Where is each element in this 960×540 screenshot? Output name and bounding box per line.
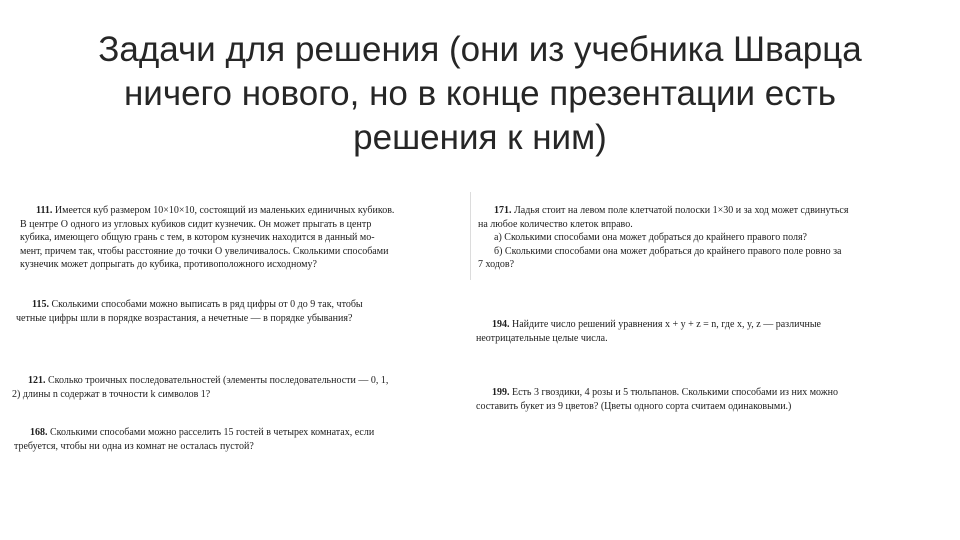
slide-title <box>60 28 900 160</box>
problem-199 <box>476 386 946 413</box>
problem-199-line-1 <box>476 386 946 400</box>
problem-111-line-3: кубика, имеющего общую грань с тем, в котором кузнечик находится в данный мо- <box>20 232 375 244</box>
problem-111-line-4: мент, причем так, чтобы расстояние до точки О увеличивалось. Сколькими способами <box>20 245 389 257</box>
problem-115-number: 115. <box>32 299 49 310</box>
problem-199-line-2: составить букет из 9 цветов? (Цветы одного сорта считаем одинаковыми.) <box>476 400 792 412</box>
problem-121-number: 121. <box>28 375 46 386</box>
problem-115-line-1 <box>16 298 464 312</box>
problem-194 <box>476 318 946 345</box>
slide-title-line-3: решения к ним) <box>353 118 607 157</box>
problem-199-text-1: Есть 3 гвоздики, 4 розы и 5 тюльпанов. Сколькими способами из них можно <box>512 387 839 398</box>
problem-168-number: 168. <box>30 427 48 438</box>
problem-171-number: 171. <box>494 205 512 216</box>
problem-168-line-2: требуется, чтобы ни одна из комнат не осталась пустой? <box>14 440 254 452</box>
problem-111 <box>20 204 462 272</box>
problem-168-line-1 <box>14 426 464 440</box>
slide-title-line-1: Задачи для решения (они из учебника Шварца <box>98 30 862 69</box>
problem-194-line-1 <box>476 318 946 332</box>
problem-121-text-1: Сколько троичных последовательностей (элементы последовательности — 0, 1, <box>48 375 389 386</box>
problem-115 <box>16 298 464 325</box>
problem-171-text-1: Ладья стоит на левом поле клетчатой полоски 1×30 и за ход может сдвинуться <box>514 205 849 216</box>
slide-title-line-2: ничего нового, но в конце презентации есть <box>123 74 837 113</box>
problem-115-text-1: Сколькими способами можно выписать в ряд цифры от 0 до 9 так, чтобы <box>51 299 363 310</box>
problem-121-line-2: 2) длины n содержат в точности k символов 1? <box>12 388 211 400</box>
problem-194-line-2: неотрицательные целые числа. <box>476 332 608 344</box>
problem-194-text-1: Найдите число решений уравнения x + y + z = n, где x, y, z — различные <box>512 319 821 330</box>
problem-121-line-1 <box>12 374 464 388</box>
problem-111-line-5: кузнечик может допрыгать до кубика, противоположного исходному? <box>20 259 317 271</box>
problem-168-text-1: Сколькими способами можно расселить 15 гостей в четырех комнатах, если <box>50 427 375 438</box>
problem-194-number: 194. <box>492 319 510 330</box>
problem-121 <box>12 374 464 401</box>
problem-171-line-3: а) Сколькими способами она может добраться до крайнего правого поля? <box>494 232 807 244</box>
problem-168 <box>14 426 464 453</box>
problem-171-line-2: на любое количество клеток вправо. <box>478 218 633 230</box>
problem-115-line-2: четные цифры шли в порядке возрастания, а нечетные — в порядке убывания? <box>16 312 353 324</box>
problem-199-number: 199. <box>492 387 510 398</box>
problem-111-line-1 <box>20 204 462 218</box>
problem-171-line-4: б) Сколькими способами она может добраться до крайнего правого поле ровно за <box>494 245 842 257</box>
problem-171-line-5: 7 ходов? <box>478 259 515 271</box>
problem-171-line-1 <box>478 204 946 218</box>
scan-divider <box>470 192 471 280</box>
problem-111-line-2: В центре О одного из угловых кубиков сидит кузнечик. Он может прыгать в центр <box>20 218 372 230</box>
problem-171 <box>478 204 946 272</box>
problem-111-text-1: Имеется куб размером 10×10×10, состоящий из маленьких единичных кубиков. <box>54 205 395 216</box>
problem-111-number: 111. <box>36 205 53 216</box>
